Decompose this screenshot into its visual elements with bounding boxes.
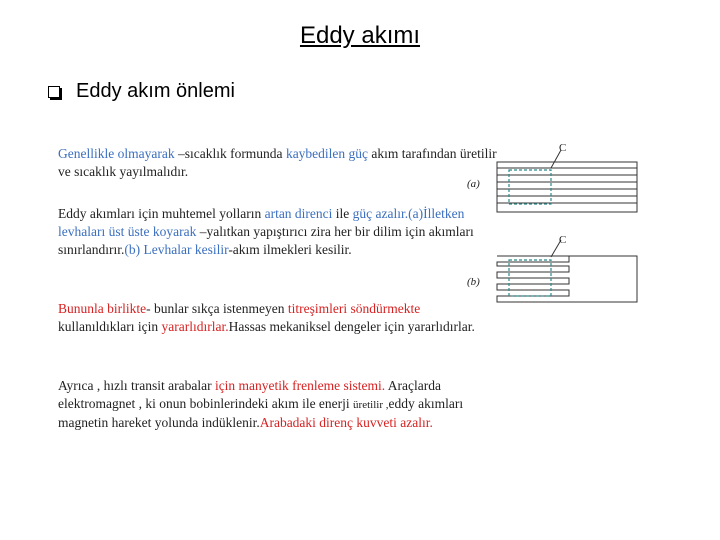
slide-title: Eddy akımı [299,22,421,49]
text-run: kullanıldıkları için [58,319,162,334]
text-run: - bunlar sıkça istenmeyen [146,301,288,316]
text-run: titreşimleri söndürmekte [287,301,421,316]
text-run: güç azalır. [352,206,409,221]
paragraph-2 [58,205,498,259]
text-run: Hassas mekaniksel dengeler için yararlıdırlar. [228,319,475,334]
plate-stack-outline [497,162,637,212]
text-run: Ayrıca , hızlı transit arabalar [58,378,215,393]
bullet-item [48,80,235,103]
text-run: (a)İlletken levhaları üst üste koyarak [58,206,465,239]
text-run: için manyetik frenleme sistemi. [214,378,386,393]
laminations-a [497,150,637,212]
text-run: (b) Levhalar kesilir [124,242,229,257]
text-run: –sıcaklık formunda [174,146,286,161]
bullet-text: Eddy akım önlemi [76,80,235,102]
paragraph-3 [58,300,498,336]
figure-label-c: C [559,142,567,154]
text-run: kaybedilen güç [285,146,369,161]
text-run: –yalıtkan yapıştırıcı zira her bir dilim için akımları sınırlandırır. [58,224,474,257]
text-run: ile [332,206,353,221]
paragraph-1 [58,145,498,181]
figure-label-b: (b) [467,276,480,288]
slotted-plate [497,256,637,302]
laminations-b [497,240,637,302]
text-run: Arabadaki direnç kuvveti azalır. [259,415,433,430]
text-run: Genellikle olmayarak [58,146,175,161]
text-run: -akım ilmekleri kesilir. [228,242,352,257]
text-run: yararlıdırlar. [161,319,229,334]
text-run: Bununla birlikte [58,301,147,316]
figure-label-a: (a) [467,178,480,190]
plates-diagram [465,140,645,310]
laminated-plates-figure [465,140,645,310]
text-run: Eddy akımları için muhtemel yolların [58,206,265,221]
text-run: eddy akımları magnetin hareket yolunda indüklenir. [58,396,464,430]
checkbox-bullet-icon [48,86,60,98]
paragraph-4 [58,377,498,432]
text-run: artan direnci [264,206,333,221]
text-run: akım tarafından üretilir ve sıcaklık yayılmalıdır. [58,146,497,179]
figure-label-c: C [559,234,567,246]
text-run: üretilir , [353,399,389,411]
text-run: Araçlarda elektromagnet , ki onun bobinlerindeki akım ile enerji [58,378,441,411]
